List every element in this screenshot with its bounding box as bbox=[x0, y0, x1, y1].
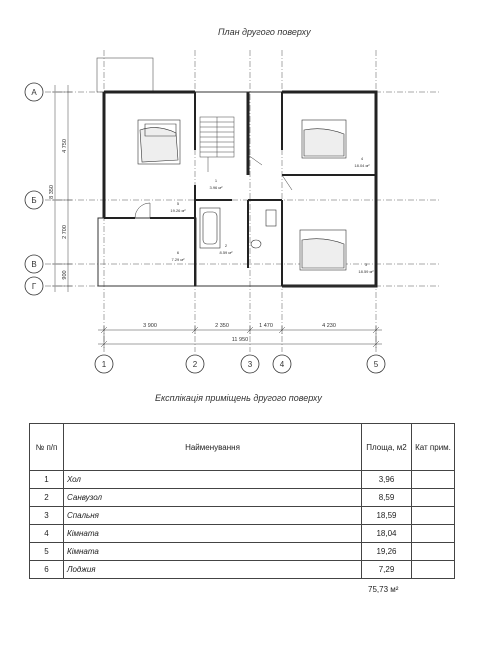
cell-num: 3 bbox=[30, 507, 64, 525]
axis-col-5: 5 bbox=[373, 360, 379, 369]
header-category: Кат прим. bbox=[412, 424, 455, 471]
cell-num: 5 bbox=[30, 543, 64, 561]
table-row bbox=[30, 507, 455, 525]
room-1-area: 3.96 м² bbox=[209, 185, 223, 190]
table-row bbox=[30, 525, 455, 543]
table-row bbox=[30, 561, 455, 579]
dim-left-total: 8 350 bbox=[49, 185, 55, 199]
cell-name: Кімната bbox=[64, 525, 362, 543]
room-5-num: 5 bbox=[176, 201, 180, 206]
bathroom-fixtures bbox=[200, 208, 276, 248]
bottom-dimension-texts bbox=[143, 323, 336, 343]
room-3-num: 3 bbox=[364, 262, 368, 267]
cell-name: Кімната bbox=[64, 543, 362, 561]
dim-bottom-total: 11 950 bbox=[231, 337, 249, 343]
cell-category bbox=[412, 489, 455, 507]
room-4-area: 18.04 м² bbox=[354, 163, 370, 168]
axis-col-2: 2 bbox=[192, 360, 198, 369]
cell-area: 18,59 bbox=[362, 507, 412, 525]
cell-num: 6 bbox=[30, 561, 64, 579]
cell-num: 1 bbox=[30, 471, 64, 489]
room-1-num: 1 bbox=[214, 178, 218, 183]
bed-room-3 bbox=[300, 230, 346, 270]
table-title: Експлікація приміщень другого поверху bbox=[155, 393, 322, 403]
room-explication-table bbox=[29, 423, 455, 579]
plan-title: План другого поверху bbox=[218, 27, 311, 37]
cell-name: Лоджия bbox=[64, 561, 362, 579]
cell-name: Санвузол bbox=[64, 489, 362, 507]
cell-category bbox=[412, 525, 455, 543]
room-2-num: 2 bbox=[224, 243, 228, 248]
cell-name: Хол bbox=[64, 471, 362, 489]
dim-bottom-seg3: 1 470 bbox=[259, 323, 273, 329]
staircase bbox=[200, 117, 234, 172]
table-row bbox=[30, 489, 455, 507]
row-axis-bubbles bbox=[25, 83, 43, 295]
col-axis-bubbles bbox=[95, 355, 385, 373]
left-dimension-lines bbox=[52, 85, 72, 292]
bed-room-4 bbox=[302, 120, 346, 158]
axis-row-g: Г bbox=[31, 282, 37, 291]
col-axis-lines bbox=[104, 50, 376, 352]
axis-row-a: А bbox=[31, 88, 37, 97]
header-num: № п/п bbox=[30, 424, 64, 471]
cell-area: 18,04 bbox=[362, 525, 412, 543]
dim-left-seg3: 900 bbox=[62, 270, 68, 280]
cell-category bbox=[412, 507, 455, 525]
cell-category bbox=[412, 471, 455, 489]
axis-row-b: Б bbox=[31, 196, 37, 205]
header-name: Найменування bbox=[64, 424, 362, 471]
room-5-area: 19.26 м² bbox=[170, 208, 186, 213]
room-6-num: 6 bbox=[176, 250, 180, 255]
cell-num: 4 bbox=[30, 525, 64, 543]
table-header-row bbox=[30, 424, 455, 471]
table-row bbox=[30, 543, 455, 561]
cell-category bbox=[412, 561, 455, 579]
room-4-num: 4 bbox=[360, 156, 364, 161]
axis-row-v: В bbox=[31, 260, 37, 269]
total-area: 75,73 м² bbox=[368, 585, 399, 594]
cell-area: 7,29 bbox=[362, 561, 412, 579]
room-6-area: 7.29 м² bbox=[171, 257, 185, 262]
axis-col-1: 1 bbox=[101, 360, 107, 369]
cell-area: 3,96 bbox=[362, 471, 412, 489]
dim-bottom-seg1: 3 900 bbox=[143, 323, 157, 329]
room-2-area: 8.59 м² bbox=[219, 250, 233, 255]
cell-name: Спальня bbox=[64, 507, 362, 525]
cell-area: 19,26 bbox=[362, 543, 412, 561]
room-3-area: 18.59 м² bbox=[358, 269, 374, 274]
axis-col-4: 4 bbox=[279, 360, 285, 369]
dim-left-seg2: 2 700 bbox=[62, 225, 68, 239]
dim-left-seg1: 4 750 bbox=[62, 139, 68, 153]
roof-outline bbox=[97, 58, 153, 92]
header-area: Площа, м2 bbox=[362, 424, 412, 471]
dim-bottom-seg4: 4 230 bbox=[322, 323, 336, 329]
cell-category bbox=[412, 543, 455, 561]
cell-area: 8,59 bbox=[362, 489, 412, 507]
cell-num: 2 bbox=[30, 489, 64, 507]
table-row bbox=[30, 471, 455, 489]
axis-col-3: 3 bbox=[247, 360, 253, 369]
dim-bottom-seg2: 2 350 bbox=[215, 323, 229, 329]
bed-room-5 bbox=[138, 120, 180, 164]
left-dimension-texts bbox=[49, 139, 68, 279]
